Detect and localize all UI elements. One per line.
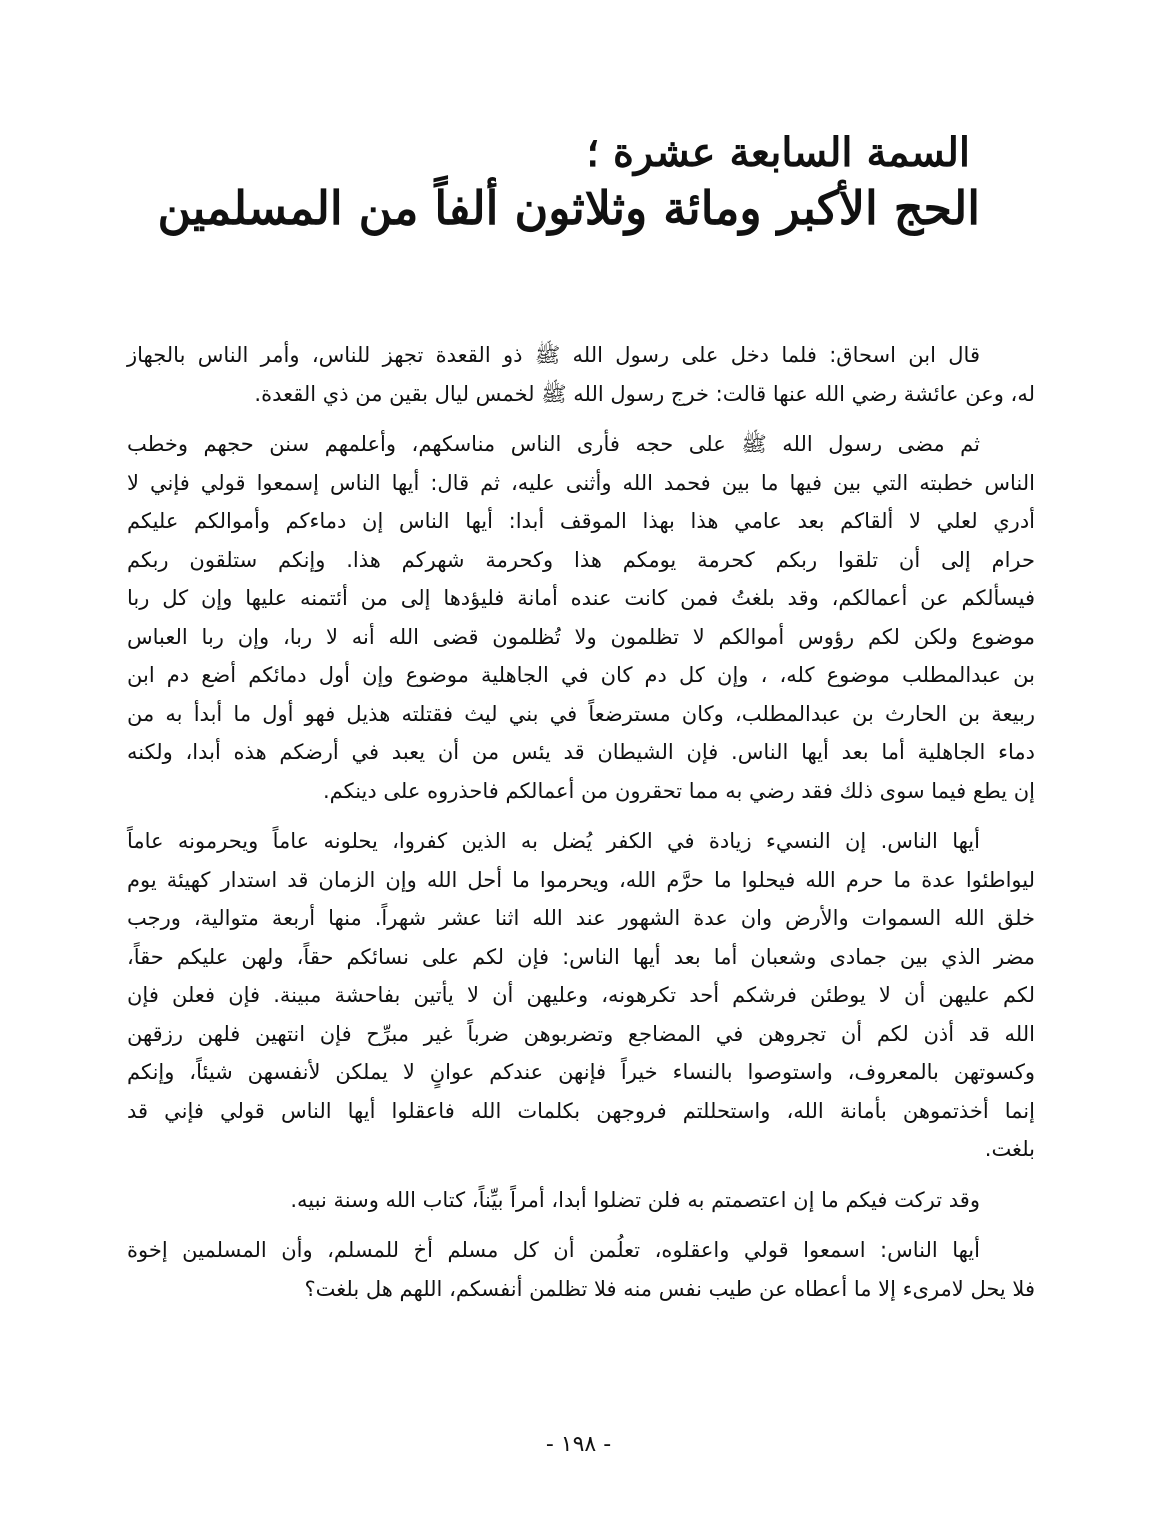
paragraph: [127, 822, 1035, 1169]
text-line: ربيعة بن الحارث بن عبدالمطلب، وكان مسترضعاً في بني ليث فقتلته هذيل فهو أول ما أبدأ به من: [127, 701, 1035, 726]
paragraph: [127, 336, 1035, 413]
text-line: لكم عليهن أن لا يوطئن فرشكم أحد تكرهونه، وعليهن أن لا يأتين بفاحشة مبينة. فإن فعلن فإن: [127, 983, 1035, 1007]
text-line: بن عبدالمطلب موضوع كله، ، وإن كل دم كان في الجاهلية موضوع وإن أول دمائكم أضع دم ابن: [127, 663, 1035, 687]
chapter-title-line-2: الحج الأكبر ومائة وثلاثون ألفاً من المسلمين: [157, 181, 980, 235]
page-number: - ١٩٨ -: [545, 1432, 612, 1457]
text-line: مضر الذي بين جمادى وشعبان أما بعد أيها الناس: فإن لكم على نسائكم حقاً، ولهن عليكم حقاً،: [127, 944, 1035, 969]
chapter-heading: [157, 128, 980, 238]
text-line: خلق الله السموات والأرض وان عدة الشهور عند الله اثنا عشر شهراً. منها أربعة متوالية، ورجب: [127, 906, 1035, 930]
text-line: الناس خطبته التي بين فيها ما بين فحمد الله وأثنى عليه، ثم قال: أيها الناس إسمعوا قولي فإني لا: [127, 470, 1035, 495]
text-line: ثم مضى رسول الله ﷺ على حجه فأرى الناس مناسكهم، وأعلمهم سنن حجهم وخطب: [127, 432, 980, 456]
text-line: فيسألكم عن أعمالكم، وقد بلغتُ فمن كانت عنده أمانة فليؤدها إلى من أئتمنه عليها وإن كل ربا: [127, 586, 1035, 610]
text-line: أيها الناس: اسمعوا قولي واعقلوه، تعلُمن أن كل مسلم أخ للمسلم، وأن المسلمين إخوة: [127, 1238, 980, 1262]
text-line: بلغت.: [984, 1137, 1035, 1161]
paragraph: [127, 1231, 1035, 1308]
text-line: إنما أخذتموهن بأمانة الله، واستحللتم فروجهن بكلمات الله فاعقلوا أيها الناس قولي فإني قد: [127, 1098, 1035, 1123]
chapter-title-line-1: السمة السابعة عشرة ؛: [586, 129, 970, 176]
text-line: موضوع ولكن لكم رؤوس أموالكم لا تظلمون ولا تُظلمون قضى الله أنه لا ربا، وإن ربا العباس: [127, 624, 1035, 649]
paragraph: [127, 1181, 1035, 1220]
text-line: حرام إلى أن تلقوا ربكم كحرمة يومكم هذا وكحرمة شهركم هذا. وإنكم ستلقون ربكم: [127, 547, 1035, 572]
text-line: له، وعن عائشة رضي الله عنها قالت: خرج رسول الله ﷺ لخمس ليال بقين من ذي القعدة.: [254, 381, 1035, 406]
paragraph: [127, 425, 1035, 810]
text-line: الله قد أذن لكم أن تجروهن في المضاجع وتضربوهن ضرباً غير مبرِّح فإن انتهين فلهن رزقهن: [127, 1021, 1035, 1046]
text-line: إن يطع فيما سوى ذلك فقد رضي به مما تحقرون من أعمالكم فاحذروه على دينكم.: [322, 778, 1035, 803]
text-line: ليواطئوا عدة ما حرم الله فيحلوا ما حرَّم الله، ويحرموا ما أحل الله وإن الزمان قد استدار كهيئة يوم: [127, 867, 1035, 892]
text-line: فلا يحل لامرىء إلا ما أعطاه عن طيب نفس منه فلا تظلمن أنفسكم، اللهم هل بلغت؟: [304, 1276, 1035, 1301]
text-line: أيها الناس. إن النسيء زيادة في الكفر يُضل به الذين كفروا، يحلونه عاماً ويحرمونه عاماً: [127, 829, 980, 853]
text-line: أدري لعلي لا ألقاكم بعد عامي هذا بهذا الموقف أبدا: أيها الناس إن دماءكم وأموالكم عليكم: [127, 509, 1035, 533]
text-line: دماء الجاهلية أما بعد أيها الناس. فإن الشيطان قد يئس من أن يعبد في أرضكم هذه أبدا، ولكنه: [127, 740, 1035, 764]
text-line: وكسوتهن بالمعروف، واستوصوا بالنساء خيراً فإنهن عندكم عوانٍ لا يملكن لأنفسهن شيئاً، وإنكم: [127, 1060, 1035, 1084]
text-line: وقد تركت فيكم ما إن اعتصمتم به فلن تضلوا أبدا، أمراً بيِّناً، كتاب الله وسنة نبيه.: [290, 1187, 980, 1212]
body-text: [127, 336, 1035, 1320]
text-line: قال ابن اسحاق: فلما دخل على رسول الله ﷺ ذو القعدة تجهز للناس، وأمر الناس بالجهاز: [127, 343, 980, 367]
